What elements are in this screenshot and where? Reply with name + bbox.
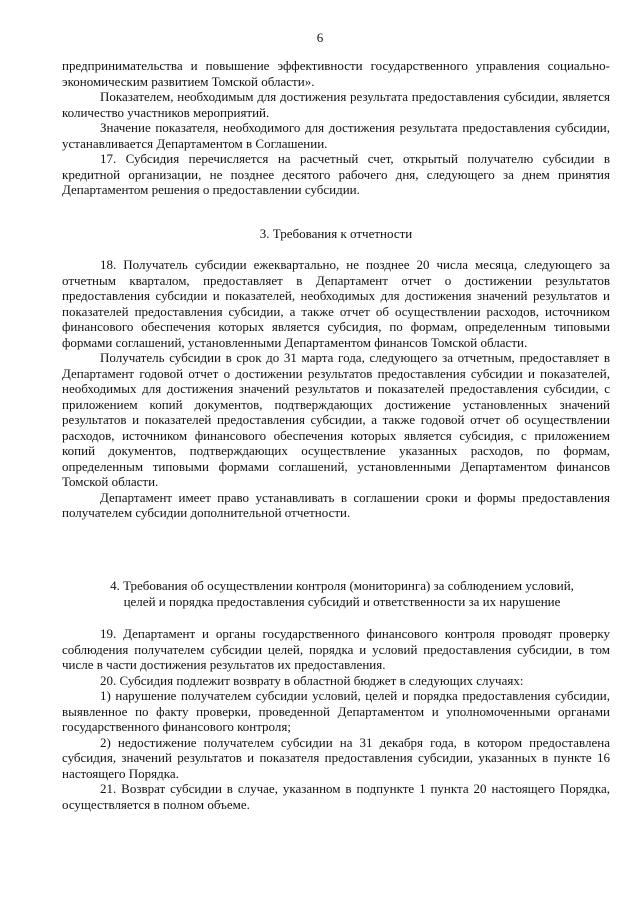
text-block-2 [62,257,610,521]
paragraph: Департамент имеет право устанавливать в соглашении сроки и формы предоставления получателем субсидии дополнительной отчетности. [62,489,610,520]
paragraph: 18. Получатель субсидии ежеквартально, не позднее 20 числа месяца, следующего за отчетным кварталом, предоставляет в Департамент отчет о достижении результатов предоставления субсидии и показателей, необходимых для достижения значений результатов и показателей предоставления субсидии, а также отчет об осуществлении расходов, источником финансового обеспечения которых является субсидия, по формам, определенным типовыми формами соглашений, установленными Департаментом финансов Томской области. [62,257,610,350]
paragraph: 17. Субсидия перечисляется на расчетный счет, открытый получателю субсидии в кредитной организации, не позднее десятого рабочего дня, следующего за днем принятия Департаментом решения о предоставлении субсидии. [62,151,610,197]
paragraph: Показателем, необходимым для достижения результата предоставления субсидии, является количество участников мероприятий. [62,89,610,120]
section-heading-3: 3. Требования к отчетности [259,226,413,241]
paragraph: предпринимательства и повышение эффективности государственного управления социально-экономическим развитием Томской области». [62,58,610,89]
text-block-3 [62,626,610,812]
section-heading-4: 4. Требования об осуществлении контроля (мониторинга) за соблюдением условий, целей и порядка предоставления субсидий и ответственности за их нарушение [110,578,574,609]
text-block-1 [62,58,610,198]
page-number: 6 [316,30,324,45]
paragraph: 21. Возврат субсидии в случае, указанном в подпункте 1 пункта 20 настоящего Порядка, осуществляется в полном объеме. [62,781,610,812]
paragraph: Получатель субсидии в срок до 31 марта года, следующего за отчетным, предоставляет в Департамент годовой отчет о достижении результатов предоставления субсидии и показателей, необходимых для достижения значений результатов и показателей предоставления субсидии, с приложением копий документов, подтверждающих достижение установленных значений результатов и показателей предоставления субсидии, а также годовой отчет об осуществлении расходов, источником финансового обеспечения которых является субсидия, с приложением копий документов, подтверждающих осуществление указанных расходов, по формам, определенным типовыми формами соглашений, установленными Департаментом финансов Томской области. [62,350,610,489]
paragraph: 19. Департамент и органы государственного финансового контроля проводят проверку соблюдения получателем субсидии целей, порядка и условий предоставления субсидии, в том числе в части достижения результатов их предоставления. [62,626,610,672]
paragraph: 1) нарушение получателем субсидии условий, целей и порядка предоставления субсидии, выявленное по факту проверки, проведенной Департаментом и уполномоченными органами государственного финансового контроля; [62,688,610,734]
paragraph: 20. Субсидия подлежит возврату в областной бюджет в следующих случаях: [100,672,524,688]
paragraph: 2) недостижение получателем субсидии на 31 декабря года, в котором предоставлена субсидия, значений результатов и показателя предоставления субсидии, указанных в пункте 16 настоящего Порядка. [62,734,610,781]
paragraph: Значение показателя, необходимого для достижения результата предоставления субсидии, устанавливается Департаментом в Соглашении. [62,120,610,151]
